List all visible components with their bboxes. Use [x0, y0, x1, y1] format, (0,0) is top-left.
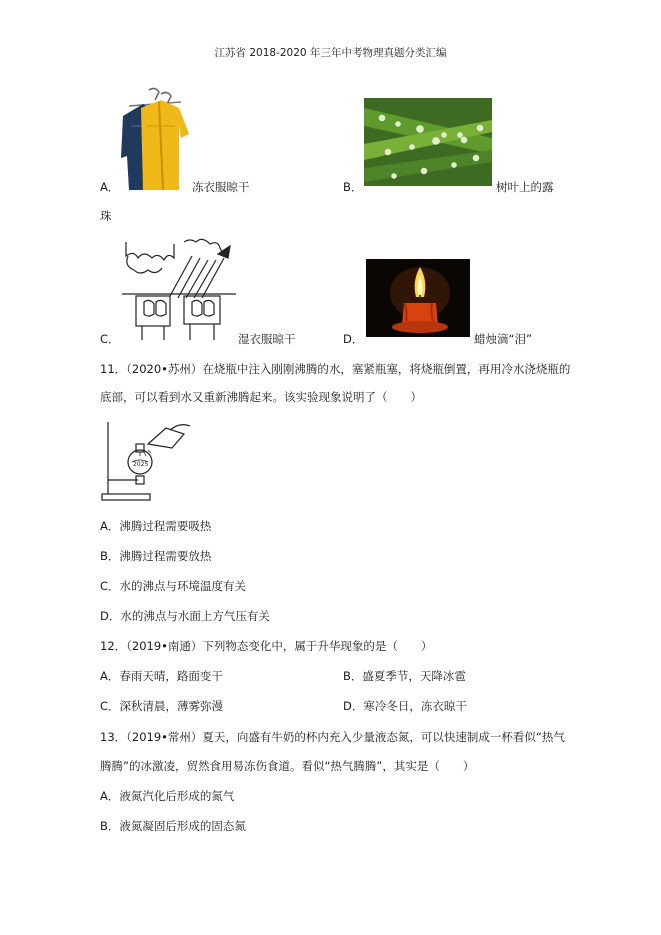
- question-12-stem: 12．（2019•南通）下列物态变化中，属于升华现象的是（ ）: [100, 639, 433, 653]
- option-b-caption-line1: 树叶上的露: [496, 180, 554, 194]
- svg-text:2025: 2025: [133, 461, 149, 468]
- option-c-caption: 湿衣服晾干: [238, 332, 296, 346]
- option-letter-d: D．: [343, 332, 364, 346]
- question-11-option-a: A．沸腾过程需要吸热: [100, 519, 212, 533]
- question-13-stem-line2: 腾腾”的冰激凌，贸然食用易冻伤食道。看似“热气腾腾”，其实是（ ）: [100, 759, 475, 773]
- option-letter-b: B．: [343, 180, 363, 194]
- flask-experiment-image: [100, 418, 196, 502]
- question-13-option-b: B．液氮凝固后形成的固态氮: [100, 819, 246, 833]
- candle-image: [366, 259, 470, 337]
- page-header: 江苏省 2018-2020 年三年中考物理真题分类汇编: [214, 47, 447, 59]
- question-11-stem-line1: 11．（2020•苏州）在烧瓶中注入刚刚沸腾的水，塞紧瓶塞，将烧瓶倒置，再用冷水浇烧瓶的: [100, 362, 571, 376]
- dew-on-leaves-image: [364, 98, 492, 186]
- question-12-option-d: D．寒冷冬日，冻衣晾干: [343, 699, 467, 713]
- frozen-clothes-image: [119, 86, 191, 190]
- question-11-option-b: B．沸腾过程需要放热: [100, 549, 212, 563]
- option-letter-c: C．: [100, 332, 120, 346]
- question-11-stem-line2: 底部，可以看到水又重新沸腾起来。该实验现象说明了（ ）: [100, 390, 422, 404]
- wet-clothes-drying-image: [122, 236, 236, 342]
- question-11-option-d: D．水的沸点与水面上方气压有关: [100, 609, 270, 623]
- question-12-option-a: A．春雨天晴，路面变干: [100, 669, 223, 683]
- option-d-caption: 蜡烛滴“泪”: [474, 332, 532, 346]
- question-11-option-c: C．水的沸点与环境温度有关: [100, 579, 247, 593]
- question-13-stem-line1: 13．（2019•常州）夏天，向盛有牛奶的杯内充入少量液态氮，可以快速制成一杯看似“热气: [100, 730, 565, 744]
- question-12-option-c: C．深秋清晨，薄雾弥漫: [100, 699, 224, 713]
- option-b-caption-line2: 珠: [100, 209, 112, 223]
- question-12-option-b: B．盛夏季节，天降冰雹: [343, 669, 466, 683]
- question-13-option-a: A．液氮汽化后形成的氮气: [100, 789, 235, 803]
- option-a-caption: 冻衣服晾干: [192, 180, 250, 194]
- option-letter-a: A．: [100, 180, 120, 194]
